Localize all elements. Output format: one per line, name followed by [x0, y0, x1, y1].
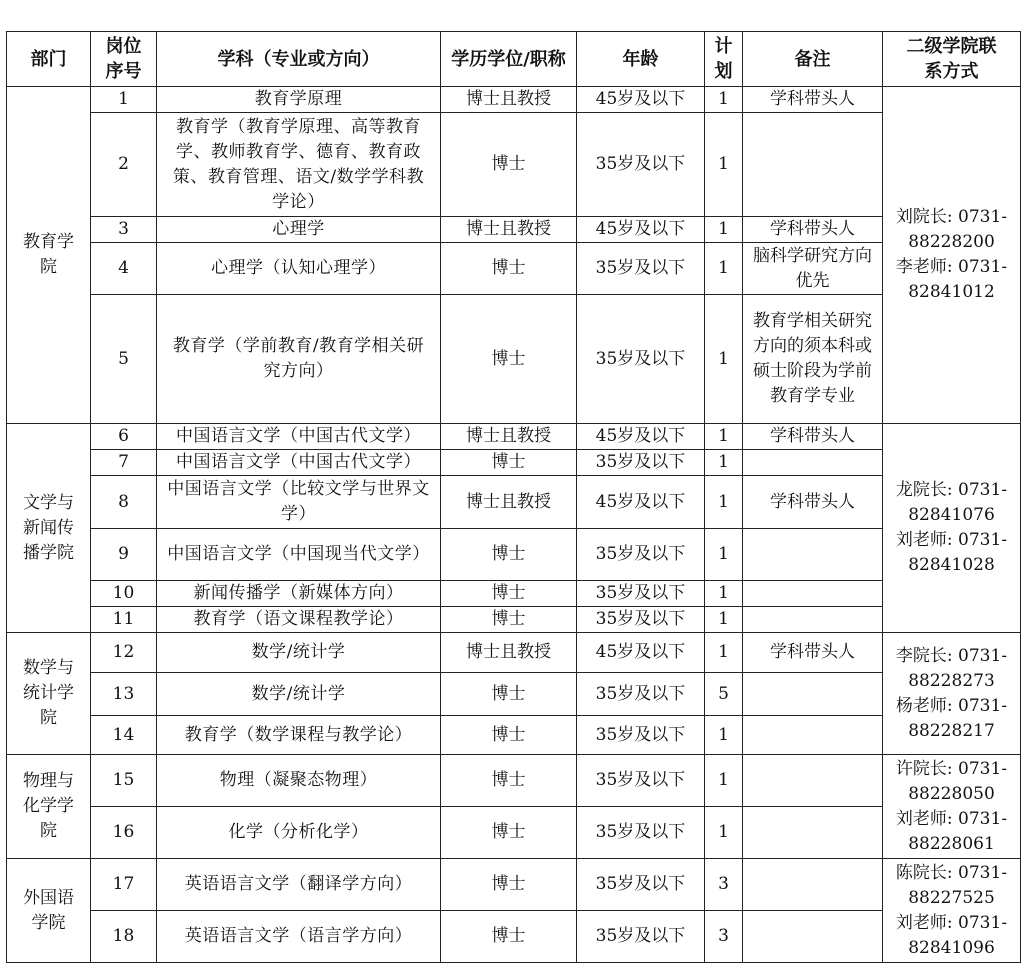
table-row	[7, 476, 1021, 529]
plan-cell: 1	[705, 243, 743, 295]
age-cell: 45岁及以下	[577, 633, 705, 673]
table-row	[7, 633, 1021, 673]
header-plan: 计划	[705, 32, 743, 87]
subject-cell: 中国语言文学（中国古代文学）	[157, 424, 441, 450]
header-note: 备注	[743, 32, 883, 87]
note-cell: 学科带头人	[743, 476, 883, 529]
post-no-cell: 14	[91, 716, 157, 755]
post-no-cell: 15	[91, 755, 157, 807]
age-cell: 35岁及以下	[577, 243, 705, 295]
age-cell: 35岁及以下	[577, 450, 705, 476]
contact-cell	[883, 859, 1021, 963]
table-row	[7, 911, 1021, 963]
contact-line: 龙院长: 0731-82841076	[895, 480, 1008, 525]
degree-cell: 博士	[441, 607, 577, 633]
note-cell	[743, 911, 883, 963]
post-no-cell: 8	[91, 476, 157, 529]
recruitment-table	[6, 31, 1021, 963]
post-no-cell: 16	[91, 807, 157, 859]
header-post-no: 岗位序号	[91, 32, 157, 87]
note-cell	[743, 673, 883, 716]
subject-cell: 英语语言文学（翻译学方向）	[157, 859, 441, 911]
note-cell	[743, 581, 883, 607]
degree-cell: 博士	[441, 716, 577, 755]
post-no-cell: 3	[91, 217, 157, 243]
note-cell: 学科带头人	[743, 87, 883, 113]
contact-line: 刘老师: 0731-88228061	[895, 808, 1008, 854]
note-cell	[743, 755, 883, 807]
degree-cell: 博士且教授	[441, 87, 577, 113]
table-row	[7, 217, 1021, 243]
degree-cell: 博士	[441, 755, 577, 807]
age-cell: 45岁及以下	[577, 217, 705, 243]
table-row	[7, 529, 1021, 581]
table-row	[7, 755, 1021, 807]
post-no-cell: 6	[91, 424, 157, 450]
dept-cell: 教育学院	[7, 87, 91, 424]
subject-cell: 心理学	[157, 217, 441, 243]
note-cell: 教育学相关研究方向的须本科或硕士阶段为学前教育学专业	[743, 295, 883, 424]
age-cell: 45岁及以下	[577, 87, 705, 113]
degree-cell: 博士且教授	[441, 217, 577, 243]
table-row	[7, 807, 1021, 859]
contact-line: 刘老师: 0731-82841028	[895, 530, 1008, 575]
dept-cell: 物理与化学学院	[7, 755, 91, 859]
degree-cell: 博士	[441, 243, 577, 295]
plan-cell: 1	[705, 716, 743, 755]
note-cell	[743, 529, 883, 581]
plan-cell: 1	[705, 529, 743, 581]
degree-cell: 博士	[441, 529, 577, 581]
subject-cell: 教育学（语文课程教学论）	[157, 607, 441, 633]
post-no-cell: 12	[91, 633, 157, 673]
subject-cell: 中国语言文学（中国现当代文学）	[157, 529, 441, 581]
header-subject: 学科（专业或方向）	[157, 32, 441, 87]
note-cell: 脑科学研究方向优先	[743, 243, 883, 295]
contact-line: 杨老师: 0731-88228217	[895, 695, 1008, 741]
subject-cell: 物理（凝聚态物理）	[157, 755, 441, 807]
note-cell	[743, 113, 883, 217]
table-row	[7, 87, 1021, 113]
subject-cell: 化学（分析化学）	[157, 807, 441, 859]
plan-cell: 5	[705, 673, 743, 716]
table-row	[7, 243, 1021, 295]
table-row	[7, 607, 1021, 633]
post-no-cell: 7	[91, 450, 157, 476]
table-row	[7, 581, 1021, 607]
age-cell: 35岁及以下	[577, 911, 705, 963]
plan-cell: 3	[705, 911, 743, 963]
note-cell	[743, 607, 883, 633]
note-cell: 学科带头人	[743, 217, 883, 243]
subject-cell: 数学/统计学	[157, 673, 441, 716]
contact-cell	[883, 87, 1021, 424]
plan-cell: 1	[705, 633, 743, 673]
table-row	[7, 859, 1021, 911]
plan-cell: 1	[705, 113, 743, 217]
age-cell: 35岁及以下	[577, 673, 705, 716]
post-no-cell: 11	[91, 607, 157, 633]
degree-cell: 博士且教授	[441, 633, 577, 673]
contact-line: 刘院长: 0731-88228200	[895, 207, 1008, 252]
note-cell	[743, 716, 883, 755]
post-no-cell: 1	[91, 87, 157, 113]
plan-cell: 1	[705, 424, 743, 450]
post-no-cell: 9	[91, 529, 157, 581]
plan-cell: 1	[705, 807, 743, 859]
table-row	[7, 295, 1021, 424]
header-degree: 学历学位/职称	[441, 32, 577, 87]
note-cell: 学科带头人	[743, 633, 883, 673]
contact-cell	[883, 424, 1021, 633]
post-no-cell: 4	[91, 243, 157, 295]
table-row	[7, 450, 1021, 476]
post-no-cell: 18	[91, 911, 157, 963]
degree-cell: 博士	[441, 911, 577, 963]
table-row	[7, 113, 1021, 217]
age-cell: 45岁及以下	[577, 476, 705, 529]
plan-cell: 1	[705, 87, 743, 113]
degree-cell: 博士且教授	[441, 424, 577, 450]
note-cell: 学科带头人	[743, 424, 883, 450]
note-cell	[743, 450, 883, 476]
age-cell: 35岁及以下	[577, 295, 705, 424]
header-row	[7, 32, 1021, 87]
age-cell: 35岁及以下	[577, 755, 705, 807]
subject-cell: 数学/统计学	[157, 633, 441, 673]
table-row	[7, 673, 1021, 716]
dept-cell: 数学与统计学院	[7, 633, 91, 755]
contact-cell	[883, 755, 1021, 859]
contact-line: 许院长: 0731-88228050	[895, 758, 1008, 804]
degree-cell: 博士	[441, 450, 577, 476]
subject-cell: 中国语言文学（中国古代文学）	[157, 450, 441, 476]
age-cell: 35岁及以下	[577, 807, 705, 859]
age-cell: 45岁及以下	[577, 424, 705, 450]
plan-cell: 1	[705, 755, 743, 807]
plan-cell: 1	[705, 450, 743, 476]
degree-cell: 博士且教授	[441, 476, 577, 529]
subject-cell: 心理学（认知心理学）	[157, 243, 441, 295]
age-cell: 35岁及以下	[577, 113, 705, 217]
post-no-cell: 5	[91, 295, 157, 424]
note-cell	[743, 859, 883, 911]
plan-cell: 3	[705, 859, 743, 911]
degree-cell: 博士	[441, 113, 577, 217]
degree-cell: 博士	[441, 807, 577, 859]
age-cell: 35岁及以下	[577, 859, 705, 911]
note-cell	[743, 807, 883, 859]
degree-cell: 博士	[441, 295, 577, 424]
subject-cell: 教育学（教育学原理、高等教育学、教师教育学、德育、教育政策、教育管理、语文/数学学科教学论）	[157, 113, 441, 217]
header-age: 年龄	[577, 32, 705, 87]
post-no-cell: 17	[91, 859, 157, 911]
age-cell: 35岁及以下	[577, 529, 705, 581]
dept-cell: 外国语学院	[7, 859, 91, 963]
subject-cell: 新闻传播学（新媒体方向）	[157, 581, 441, 607]
degree-cell: 博士	[441, 859, 577, 911]
subject-cell: 教育学（学前教育/教育学相关研究方向）	[157, 295, 441, 424]
post-no-cell: 2	[91, 113, 157, 217]
post-no-cell: 13	[91, 673, 157, 716]
subject-cell: 教育学（数学课程与教学论）	[157, 716, 441, 755]
age-cell: 35岁及以下	[577, 607, 705, 633]
post-no-cell: 10	[91, 581, 157, 607]
subject-cell: 中国语言文学（比较文学与世界文学）	[157, 476, 441, 529]
contact-line: 陈院长: 0731-88227525	[895, 862, 1008, 908]
plan-cell: 1	[705, 581, 743, 607]
contact-line: 李院长: 0731-88228273	[895, 645, 1008, 691]
header-contact: 二级学院联系方式	[883, 32, 1021, 87]
plan-cell: 1	[705, 607, 743, 633]
header-dept: 部门	[7, 32, 91, 87]
contact-line: 李老师: 0731-82841012	[895, 257, 1008, 302]
age-cell: 35岁及以下	[577, 581, 705, 607]
plan-cell: 1	[705, 476, 743, 529]
plan-cell: 1	[705, 295, 743, 424]
contact-line: 刘老师: 0731-82841096	[895, 912, 1008, 958]
age-cell: 35岁及以下	[577, 716, 705, 755]
subject-cell: 教育学原理	[157, 87, 441, 113]
dept-cell: 文学与新闻传播学院	[7, 424, 91, 633]
table-row	[7, 716, 1021, 755]
contact-cell	[883, 633, 1021, 755]
degree-cell: 博士	[441, 581, 577, 607]
plan-cell: 1	[705, 217, 743, 243]
degree-cell: 博士	[441, 673, 577, 716]
table-row	[7, 424, 1021, 450]
subject-cell: 英语语言文学（语言学方向）	[157, 911, 441, 963]
